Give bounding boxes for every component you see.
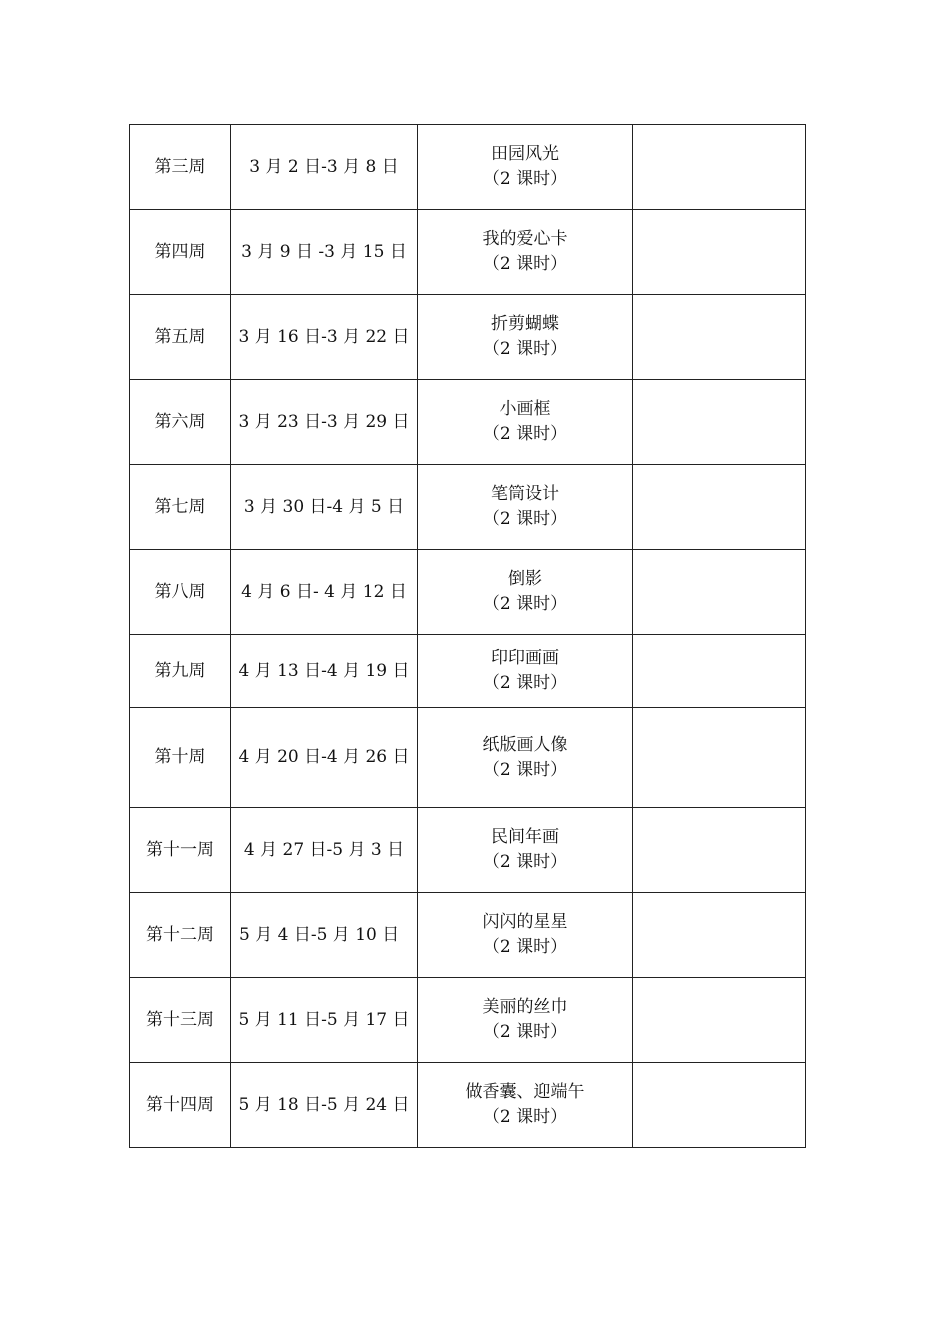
week-label: 第十四周 (146, 1094, 214, 1115)
table-row (130, 893, 806, 978)
lesson-cell (418, 808, 633, 893)
lesson-hours: （2 课时） (482, 673, 568, 693)
date-cell (231, 465, 418, 550)
week-cell (130, 808, 231, 893)
date-range: 3 月 9 日 -3 月 15 日 (241, 241, 407, 262)
lesson-title: 田园风光 (491, 144, 559, 164)
date-range: 4 月 6 日- 4 月 12 日 (241, 581, 407, 602)
date-range: 4 月 27 日-5 月 3 日 (243, 839, 405, 860)
date-cell (231, 210, 418, 295)
date-cell (231, 1063, 418, 1148)
note-cell (633, 465, 806, 550)
date-range: 4 月 13 日-4 月 19 日 (238, 660, 410, 681)
lesson-cell (418, 1063, 633, 1148)
date-range: 3 月 2 日-3 月 8 日 (249, 156, 399, 177)
table-row (130, 708, 806, 808)
table-row (130, 465, 806, 550)
lesson-cell (418, 978, 633, 1063)
note-cell (633, 550, 806, 635)
lesson-title: 美丽的丝巾 (482, 997, 568, 1017)
date-range: 4 月 20 日-4 月 26 日 (238, 747, 410, 767)
week-cell (130, 978, 231, 1063)
note-cell (633, 1063, 806, 1148)
lesson-hours: （2 课时） (482, 937, 568, 957)
lesson-title: 倒影 (508, 569, 542, 589)
lesson-title: 折剪蝴蝶 (491, 314, 559, 334)
date-cell (231, 635, 418, 708)
note-cell (633, 380, 806, 465)
week-cell (130, 465, 231, 550)
week-cell (130, 380, 231, 465)
week-label: 第六周 (154, 411, 206, 432)
lesson-cell (418, 125, 633, 210)
table-row (130, 1063, 806, 1148)
table-row (130, 808, 806, 893)
lesson-cell (418, 708, 633, 808)
week-label: 第三周 (154, 156, 206, 177)
date-range: 5 月 11 日-5 月 17 日 (238, 1009, 410, 1030)
lesson-hours: （2 课时） (482, 254, 568, 274)
schedule-table (129, 124, 806, 1148)
lesson-title: 纸版画人像 (482, 734, 568, 755)
lesson-cell (418, 465, 633, 550)
week-label: 第七周 (154, 496, 206, 517)
note-cell (633, 978, 806, 1063)
table-row (130, 978, 806, 1063)
lesson-title: 印印画画 (491, 648, 559, 668)
lesson-cell (418, 210, 633, 295)
week-label: 第九周 (154, 660, 206, 681)
date-cell (231, 708, 418, 808)
week-label: 第十周 (154, 747, 206, 767)
note-cell (633, 295, 806, 380)
date-cell (231, 808, 418, 893)
lesson-title: 民间年画 (491, 827, 559, 847)
lesson-hours: （2 课时） (482, 1022, 568, 1042)
lesson-hours: （2 课时） (482, 759, 568, 780)
date-range: 3 月 16 日-3 月 22 日 (238, 326, 410, 347)
lesson-cell (418, 893, 633, 978)
date-cell (231, 125, 418, 210)
lesson-title: 笔筒设计 (491, 484, 559, 504)
note-cell (633, 708, 806, 808)
lesson-cell (418, 380, 633, 465)
week-label: 第十三周 (146, 1009, 214, 1030)
lesson-hours: （2 课时） (482, 169, 568, 189)
week-cell (130, 125, 231, 210)
lesson-cell (418, 550, 633, 635)
week-label: 第十二周 (146, 924, 214, 945)
week-label: 第五周 (154, 326, 206, 347)
table-row (130, 125, 806, 210)
date-range: 3 月 30 日-4 月 5 日 (243, 496, 405, 517)
table-row (130, 635, 806, 708)
lesson-hours: （2 课时） (482, 339, 568, 359)
week-label: 第十一周 (146, 839, 214, 860)
date-range: 3 月 23 日-3 月 29 日 (238, 411, 410, 432)
lesson-hours: （2 课时） (482, 594, 568, 614)
table-row (130, 295, 806, 380)
date-cell (231, 893, 418, 978)
note-cell (633, 125, 806, 210)
week-cell (130, 893, 231, 978)
date-range: 5 月 18 日-5 月 24 日 (238, 1094, 410, 1115)
lesson-title: 闪闪的星星 (482, 912, 568, 932)
lesson-title: 做香囊、迎端午 (465, 1082, 585, 1102)
lesson-hours: （2 课时） (482, 852, 568, 872)
lesson-hours: （2 课时） (482, 509, 568, 529)
week-cell (130, 550, 231, 635)
week-cell (130, 1063, 231, 1148)
lesson-title: 小画框 (499, 399, 551, 419)
lesson-hours: （2 课时） (482, 424, 568, 444)
date-cell (231, 380, 418, 465)
table-row (130, 210, 806, 295)
date-cell (231, 978, 418, 1063)
lesson-cell (418, 295, 633, 380)
lesson-cell (418, 635, 633, 708)
table-row (130, 550, 806, 635)
week-label: 第四周 (154, 241, 206, 262)
date-cell (231, 295, 418, 380)
note-cell (633, 635, 806, 708)
table-row (130, 380, 806, 465)
note-cell (633, 808, 806, 893)
week-cell (130, 210, 231, 295)
date-range: 5 月 4 日-5 月 10 日 (239, 924, 400, 945)
week-cell (130, 708, 231, 808)
week-cell (130, 635, 231, 708)
lesson-hours: （2 课时） (482, 1107, 568, 1127)
note-cell (633, 893, 806, 978)
lesson-title: 我的爱心卡 (482, 229, 568, 249)
week-label: 第八周 (154, 581, 206, 602)
week-cell (130, 295, 231, 380)
date-cell (231, 550, 418, 635)
note-cell (633, 210, 806, 295)
